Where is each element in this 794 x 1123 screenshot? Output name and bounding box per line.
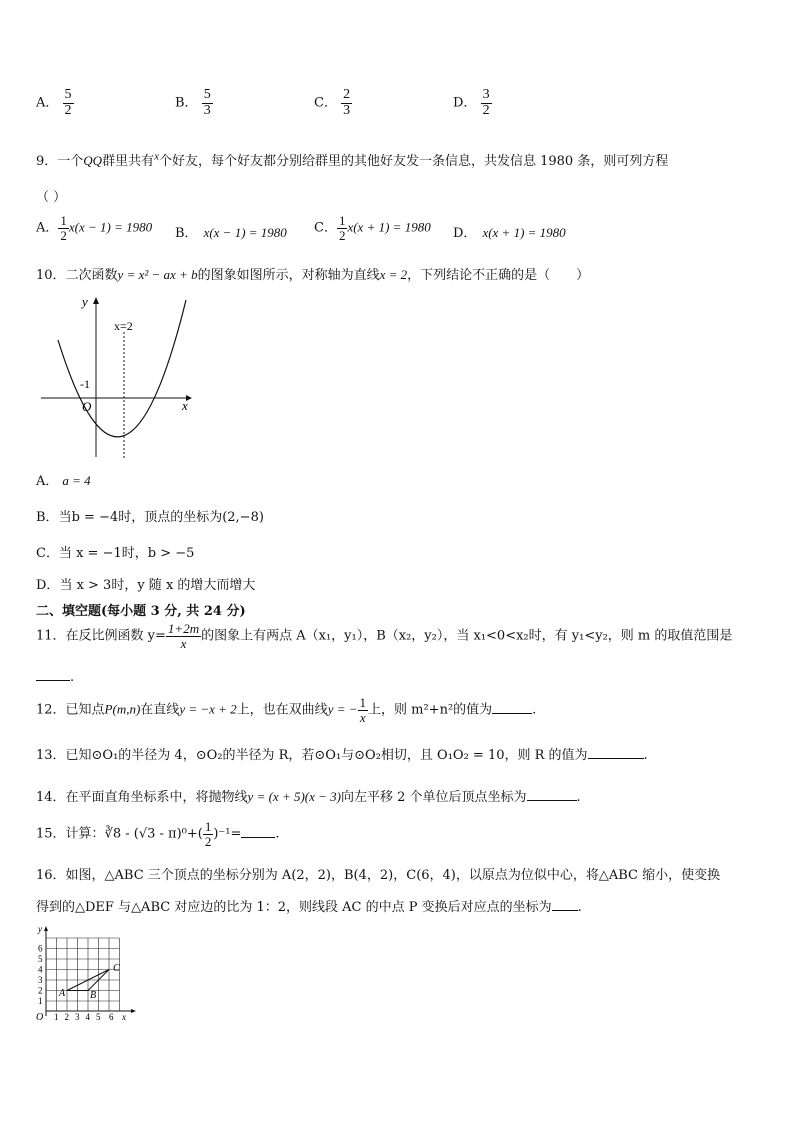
grid-lines	[46, 938, 120, 1011]
q8-option-a: A． $\frac{5}{2}$	[36, 87, 72, 118]
q8-d-fraction: $\frac{3}{2}$	[482, 87, 490, 118]
y-tick-6: 6	[38, 943, 43, 954]
origin-label: O	[36, 1012, 44, 1023]
section-heading: 二、填空题(每小题 3 分, 共 24 分)	[36, 604, 246, 619]
origin-label: O	[82, 399, 92, 414]
x-tick-1: 1	[54, 1012, 59, 1022]
q16-answer-blank[interactable]	[552, 898, 578, 911]
point-b-label: B	[90, 990, 97, 1001]
q15-stem: 15．计算：∛8 - (√3 - π)⁰+( $\frac{1}{2}$ )⁻¹= .	[36, 819, 280, 849]
y-tick-2: 2	[38, 985, 43, 996]
q8-option-d: D． $\frac{3}{2}$	[453, 87, 490, 118]
point-c-label: C	[113, 963, 120, 974]
x-tick-6: 6	[109, 1012, 114, 1022]
minus-one-label: -1	[80, 377, 90, 391]
q10-option-d: D．当 x > 3时，y 随 x 的增大而增大	[36, 578, 256, 593]
y-axis-label: y	[82, 294, 88, 309]
x-tick-4: 4	[85, 1012, 90, 1022]
q9-option-c: C． $\frac{1}{2}$ x(x + 1) = 1980	[314, 213, 431, 243]
q9-stem: 9．一个QQ群里共有$^x$个好友，每个好友都分别给群里的其他好友发一条信息，共发信息 1980 条，则可列方程	[36, 150, 669, 169]
q11-answer-line: .	[36, 668, 74, 685]
q8-a-fraction: $\frac{5}{2}$	[64, 87, 72, 118]
q8-b-fraction: $\frac{5}{3}$	[203, 87, 211, 118]
x-label: x	[122, 1012, 126, 1022]
q10-stem: 10．二次函数y = x² − ax + b的图象如图所示，对称轴为直线x = 2，下列结论不正确的是（ ）	[36, 267, 590, 283]
symmetry-axis-label: x=2	[114, 319, 133, 333]
x-tick-5: 5	[96, 1012, 101, 1022]
q13-stem: 13．已知⊙O₁的半径为 4，⊙O₂的半径为 R，若⊙O₁与⊙O₂相切，且 O₁O₂ = 10，则 R 的值为 .	[36, 748, 648, 763]
q10-option-c: C．当 x = −1时，b > −5	[36, 546, 195, 561]
q9-option-d: D． x(x + 1) = 1980	[453, 225, 566, 241]
x-tick-3: 3	[75, 1012, 80, 1022]
q10-option-a: A． a = 4	[36, 473, 91, 489]
q8-option-b: B． $\frac{5}{3}$	[175, 87, 211, 118]
q16-line1: 16．如图，△ABC 三个顶点的坐标分别为 A(2，2)，B(4，2)，C(6，4)，以原点为位似中心，将△ABC 缩小，使变换	[36, 868, 721, 883]
q13-answer-blank[interactable]	[588, 746, 644, 759]
x-tick-2: 2	[64, 1012, 69, 1022]
q11-stem: 11．在反比例函数 y= $\frac{1+2m}{x}$ 的图象上有两点 A（x₁，y₁），B（x₂，y₂），当 x₁<0<x₂时，有 y₁<y₂，则 m 的取值范围是	[36, 621, 733, 651]
q8-option-c: C． $\frac{2}{3}$	[314, 87, 351, 118]
q9-option-b: B． x(x − 1) = 1980	[175, 225, 287, 241]
y-tick-4: 4	[38, 964, 43, 975]
point-a-label: A	[59, 988, 66, 999]
q9-option-a: A． $\frac{1}{2}$ x(x − 1) = 1980	[36, 213, 153, 243]
q12-answer-blank[interactable]	[492, 701, 532, 714]
x-axis-label: x	[182, 398, 188, 413]
q15-answer-blank[interactable]	[241, 825, 275, 838]
y-label: y	[38, 924, 42, 934]
q16-line2: 得到的△DEF 与△ABC 对应边的比为 1：2，则线段 AC 的中点 P 变换后对应点的坐标为 .	[36, 900, 582, 915]
q14-answer-blank[interactable]	[527, 788, 577, 801]
parabola-graph	[36, 292, 196, 462]
q12-stem: 12．已知点P(m,n)在直线y = −x + 2上，也在双曲线y = − $\frac{1}{x}$ 上，则 m²+n²的值为 .	[36, 695, 537, 725]
y-axis-arrow	[93, 297, 99, 304]
q9-paren: （ ）	[36, 190, 67, 205]
y-axis-arrow	[44, 926, 48, 931]
q8-c-fraction: $\frac{2}{3}$	[343, 87, 351, 118]
q10-option-b: B．当b = −4时，顶点的坐标为(2,−8)	[36, 510, 264, 525]
y-tick-1: 1	[38, 996, 43, 1006]
y-tick-3: 3	[38, 975, 43, 985]
y-tick-5: 5	[38, 954, 43, 964]
x-axis-arrow	[131, 1009, 136, 1013]
q11-answer-blank[interactable]	[36, 668, 70, 681]
grid-figure	[32, 924, 142, 1024]
q14-stem: 14．在平面直角坐标系中，将抛物线y = (x + 5)(x − 3)向左平移 2 个单位后顶点坐标为 .	[36, 789, 581, 805]
